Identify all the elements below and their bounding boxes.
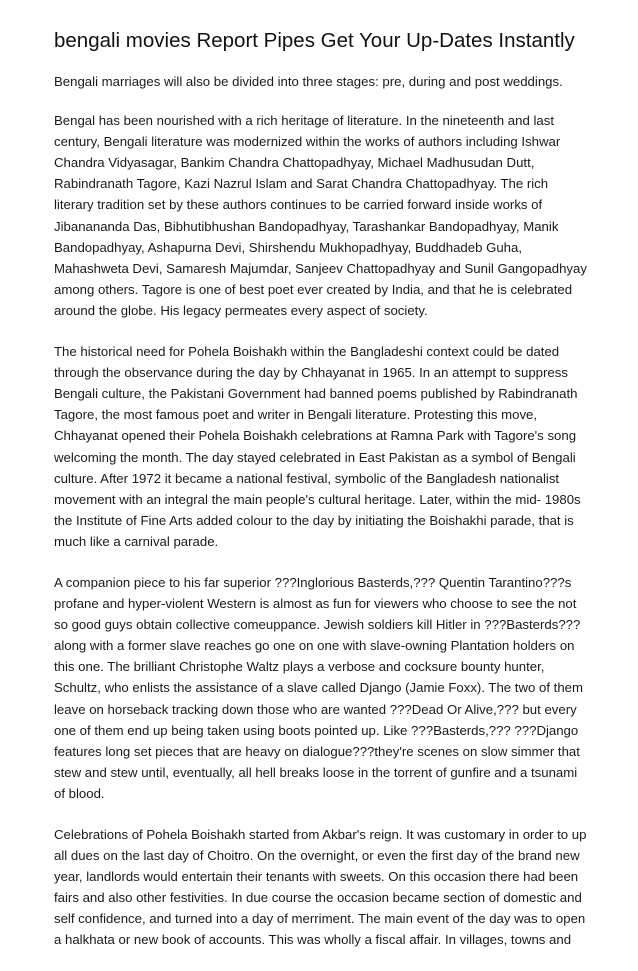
paragraph-literature: Bengal has been nourished with a rich heritage of literature. In the nineteenth and last century, Bengali literature was modernized within the works of authors including Ishwar Chandra Vidyasagar, Bankim Chandra Chattopadhyay, Michael Madhusudan Dutt, Rabindranath Tagore, Kazi Nazrul Islam and Sarat Chandra Chattopadhyay. The rich literary tradition set by these authors continues to be carried forward inside works of Jibanananda Das, Bibhutibhushan Bandopadhyay, Tarashankar Bandopadhyay, Manik Bandopadhyay, Ashapurna Devi, Shirshendu Mukhopadhyay, Buddhadeb Guha, Mahashweta Devi, Samaresh Majumdar, Sanjeev Chattopadhyay and Sunil Gangopadhyay among others. Tagore is one of best poet ever created by India, and that he is celebrated around the globe. His legacy permeates every aspect of society.	[54, 113, 587, 318]
paragraph-celebrations: Celebrations of Pohela Boishakh started from Akbar's reign. It was customary in order to up all dues on the last day of Choitro. On the overnight, or even the first day of the brand new year, landlords would entertain their tenants with sweets. On this occasion there had been fairs and also other festivities. In due course the occasion became section of domestic and self confidence, and turned into a day of merriment. The main event of the day was to open a halkhata or new book of accounts. This was wholly a fiscal affair. In villages, towns and	[54, 827, 587, 948]
document-title: bengali movies Report Pipes Get Your Up-Dates Instantly	[54, 29, 575, 52]
paragraph-marriages: Bengali marriages will also be divided into three stages: pre, during and post weddings.	[54, 74, 563, 89]
paragraph-pohela-history: The historical need for Pohela Boishakh within the Bangladeshi context could be dated through the observance during the day by Chhayanat in 1965. In an attempt to suppress Bengali culture, the Pakistani Government had banned poems published by Rabindranath Tagore, the most famous poet and writer in Bengali literature. Protesting this move, Chhayanat opened their Pohela Boishakh celebrations at Ramna Park with Tagore's song welcoming the month. The day stayed celebrated in East Pakistan as a symbol of Bengali culture. After 1972 it became a national festival, symbolic of the Bangladesh nationalist movement with an integral the main people's cultural heritage. Later, within the mid- 1980s the Institute of Fine Arts added colour to the day by initiating the Boishakhi parade, that is much like a carnival parade.	[54, 344, 581, 549]
document-page	[54, 28, 590, 971]
paragraph-django: A companion piece to his far superior ???Inglorious Basterds,??? Quentin Tarantino???s profane and hyper-violent Western is almost as fun for viewers who choose to see the not so good guys obtain collective comeuppance. Jewish soldiers kill Hitler in ???Basterds??? along with a former slave reaches go one on one with slave-owning Plantation holders on this one. The brilliant Christophe Waltz plays a verbose and cocksure bounty hunter, Schultz, who enlists the assistance of a slave called Django (Jamie Foxx). The two of them leave on horseback tracking down those who are wanted ???Dead Or Alive,??? but every one of them end up being taken using boots pointed up. Like ???Basterds,??? ???Django features long set pieces that are heavy on dialogue???they're scenes on slow simmer that stew and stew until, eventually, all hell breaks loose in the torrent of gunfire and a tsunami of blood.	[54, 574, 583, 801]
